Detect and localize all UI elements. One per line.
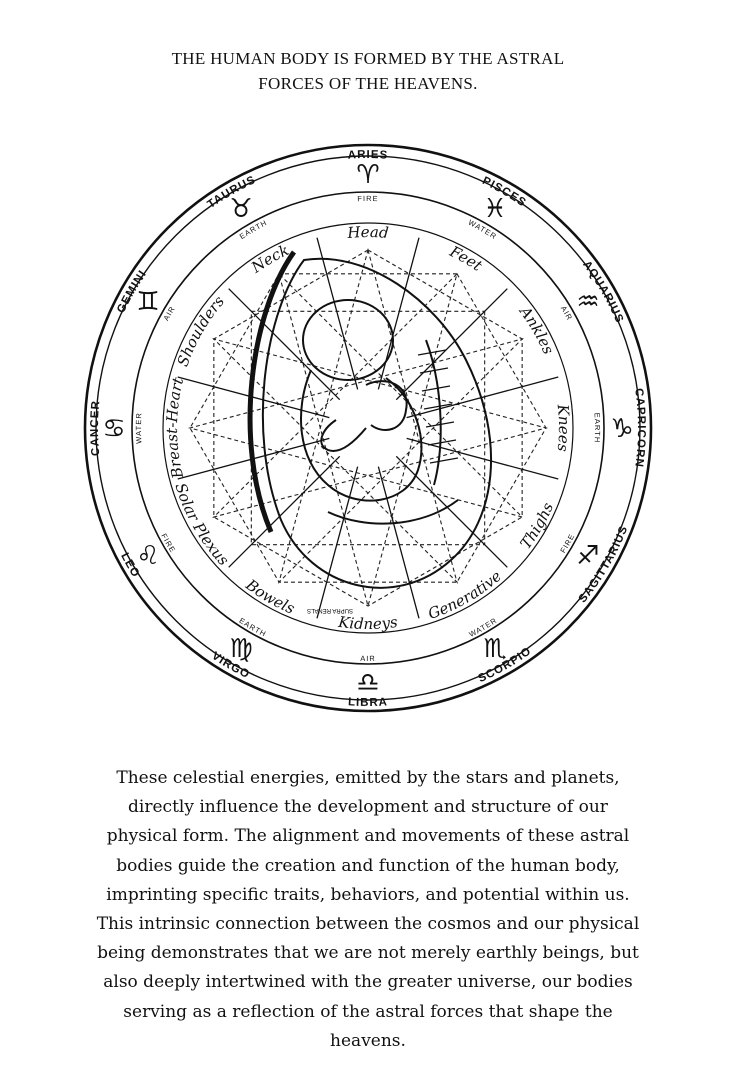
- para-line: heavens.: [330, 1030, 406, 1051]
- title-line-2: FORCES OF THE HEAVENS.: [258, 74, 478, 93]
- para-line: bodies guide the creation and function of the human body,: [116, 855, 620, 876]
- element-name: EARTH: [237, 615, 269, 639]
- zodiac-wheel: [66, 140, 670, 715]
- radial-spoke: [229, 456, 340, 567]
- embryo-hand: [366, 381, 407, 430]
- sign-name: CAPRICORN: [632, 387, 648, 469]
- sign-glyph-icon: ♋: [102, 414, 126, 444]
- body-part-label: Ankles: [516, 303, 558, 357]
- element-name: EARTH: [237, 218, 269, 242]
- sign-glyph-icon: ♈: [356, 160, 380, 190]
- embryo-arm: [321, 420, 366, 451]
- radial-spoke: [317, 467, 358, 619]
- sign-name: PISCES: [480, 174, 529, 210]
- supra-renals-label: SUPRA RENALS: [306, 607, 354, 613]
- sign-name: VIRGO: [209, 650, 252, 682]
- element-name: AIR: [360, 653, 376, 664]
- sign-glyph-icon: ♌: [136, 541, 160, 571]
- sign-name: GEMINI: [115, 268, 150, 316]
- element-name: EARTH: [592, 412, 602, 444]
- para-line: This intrinsic connection between the cosmos and our physical: [96, 914, 640, 935]
- para-line: directly influence the development and structure of our: [128, 797, 608, 818]
- body-part-label: Generative: [425, 566, 505, 623]
- dashed-star-lines: [178, 238, 559, 619]
- spine-vertebra: [428, 440, 456, 445]
- radial-spoke: [229, 289, 340, 400]
- embryo-head: [303, 300, 393, 380]
- radial-spoke: [378, 238, 419, 390]
- element-name: AIR: [161, 304, 178, 323]
- sign-glyph-icon: ♉: [229, 194, 253, 225]
- title-line-1: THE HUMAN BODY IS FORMED BY THE ASTRAL: [171, 49, 565, 68]
- sign-glyph-icon: ♒: [576, 287, 600, 317]
- body-part-label: Bowels: [242, 575, 298, 618]
- body-part-label: Feet: [446, 242, 486, 275]
- radial-spoke: [378, 467, 419, 619]
- sign-name: ARIES: [347, 148, 389, 162]
- page-title: [0, 46, 736, 96]
- sign-name: SCORPIO: [476, 645, 534, 686]
- para-line: These celestial energies, emitted by the stars and planets,: [116, 768, 620, 788]
- body-part-label: Breast-Heart: [162, 375, 188, 481]
- sign-name: TAURUS: [205, 173, 258, 212]
- element-name: AIR: [558, 304, 575, 323]
- wheel-ring: [132, 192, 604, 664]
- para-line: being demonstrates that we are not merely earthly beings, but: [97, 943, 639, 964]
- body-part-label: Kidneys: [337, 612, 399, 634]
- body-part-label: Thighs: [516, 499, 558, 553]
- sign-glyph-icon: ♍: [229, 633, 253, 664]
- body-part-label: Head: [346, 222, 390, 243]
- para-line: serving as a reflection of the astral forces that shape the: [123, 1001, 613, 1022]
- radial-spoke: [396, 289, 507, 400]
- element-name: WATER: [467, 615, 499, 639]
- wheel-ring: [163, 223, 573, 633]
- sign-name: LIBRA: [347, 696, 389, 710]
- element-name: FIRE: [159, 531, 178, 555]
- para-line: imprinting specific traits, behaviors, and potential within us.: [106, 884, 630, 905]
- radial-spoke: [407, 377, 559, 418]
- body-part-label: Neck: [248, 240, 292, 277]
- para-line: also deeply intertwined with the greater universe, our bodies: [103, 972, 633, 993]
- sign-glyph-icon: ♐: [576, 541, 600, 571]
- sign-glyph-icon: ♓: [483, 194, 507, 225]
- sign-glyph-icon: ♏: [483, 633, 507, 664]
- sign-name: SAGITTARIUS: [576, 523, 631, 606]
- element-name: FIRE: [558, 531, 577, 555]
- spine-vertebra: [430, 458, 458, 463]
- embryo-figure: [250, 252, 491, 588]
- womb-outline: [263, 259, 491, 588]
- element-name: FIRE: [357, 193, 379, 204]
- element-name: WATER: [133, 411, 144, 445]
- wheel-labels: [89, 149, 647, 709]
- sign-name: AQUARIUS: [580, 258, 626, 326]
- body-part-label: Shoulders: [173, 292, 229, 369]
- dashed-hexagon: [190, 274, 546, 582]
- element-name: WATER: [466, 217, 499, 242]
- para-line: physical form. The alignment and movements of these astral: [106, 826, 630, 847]
- zodiac-body-diagram: [66, 140, 670, 715]
- sign-name: LEO: [118, 551, 142, 580]
- sign-glyph-icon: ♎: [356, 668, 380, 698]
- sign-glyph-icon: ♑: [610, 414, 634, 444]
- sign-name: CANCER: [88, 399, 103, 457]
- body-paragraph: [60, 764, 676, 1056]
- body-part-label: Solar Plexus: [171, 480, 233, 570]
- body-part-label: Knees: [553, 403, 574, 453]
- sign-glyph-icon: ♊: [136, 287, 160, 317]
